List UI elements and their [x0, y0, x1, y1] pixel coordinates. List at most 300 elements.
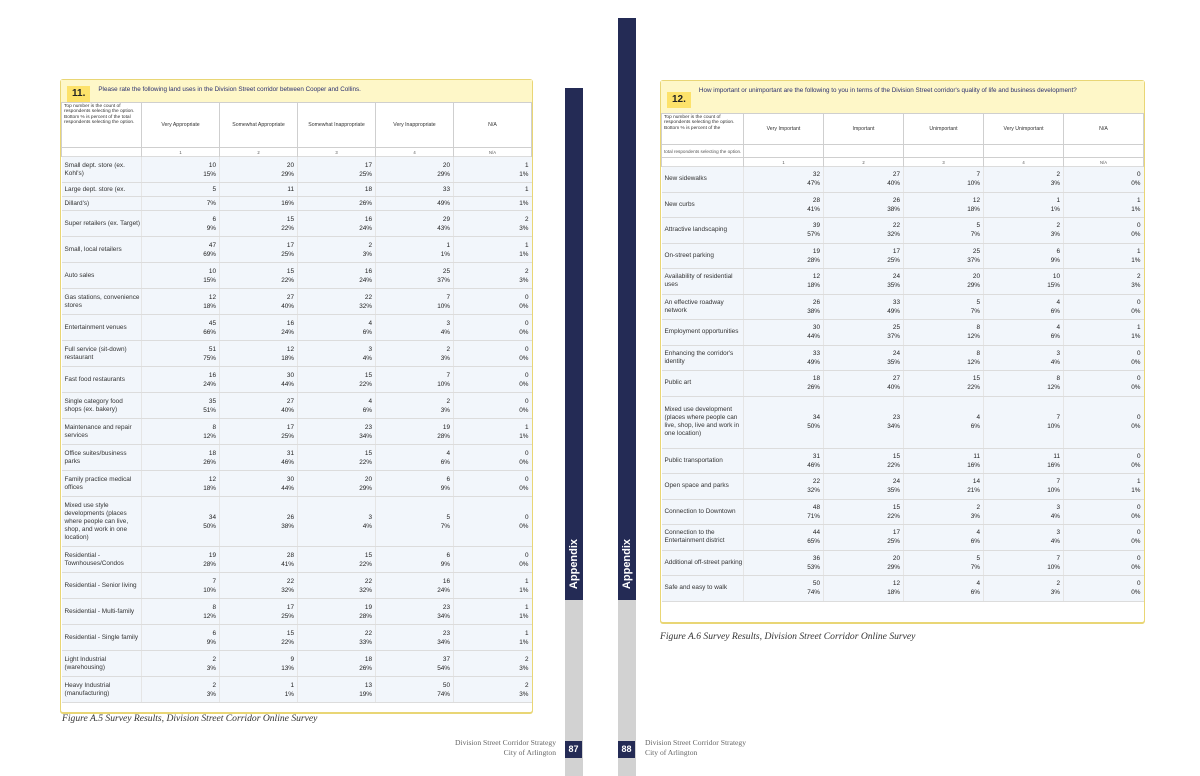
- response-percent: 49%: [887, 307, 900, 315]
- response-count: 26: [892, 196, 900, 204]
- response-count: 7: [976, 171, 980, 179]
- response-count: 18: [208, 449, 216, 457]
- response-percent: 0%: [519, 328, 529, 336]
- response-count: 27: [286, 293, 294, 301]
- response-percent: 22%: [359, 458, 372, 466]
- response-percent: 65%: [807, 538, 820, 546]
- response-count: 18: [364, 655, 372, 663]
- response-percent: 1%: [519, 586, 529, 594]
- response-percent: 1%: [519, 638, 529, 646]
- response-count: 16: [364, 215, 372, 223]
- response-count: 0: [524, 551, 529, 559]
- column-code: 3: [904, 158, 984, 167]
- table-row: [662, 499, 1144, 525]
- row-label: Small, local retailers: [62, 237, 142, 263]
- response-percent: 19%: [359, 690, 372, 698]
- response-count: 36: [812, 554, 820, 562]
- response-count: 17: [286, 241, 294, 249]
- response-count: 0: [1136, 529, 1141, 537]
- response-count: 4: [1056, 324, 1060, 332]
- response-count: 10: [208, 161, 216, 169]
- response-percent: 1%: [284, 690, 294, 698]
- response-percent: 57%: [807, 231, 820, 239]
- row-label: Heavy Industrial (manufacturing): [62, 677, 142, 703]
- response-count: 0: [524, 345, 529, 353]
- response-count: 16: [286, 319, 294, 327]
- response-count: 0: [1136, 580, 1141, 588]
- response-percent: 40%: [887, 180, 900, 188]
- response-count: 17: [286, 603, 294, 611]
- row-label: Gas stations, convenience stores: [62, 289, 142, 315]
- table-row: [62, 547, 532, 573]
- row-label: Availability of residential uses: [662, 269, 744, 295]
- response-percent: 3%: [206, 664, 216, 672]
- response-count: 3: [446, 319, 450, 327]
- row-label: Large dept. store (ex.: [62, 183, 142, 197]
- response-count: 15: [364, 551, 372, 559]
- response-count: 7: [1056, 554, 1060, 562]
- response-count: 2: [368, 241, 372, 249]
- response-percent: 32%: [359, 302, 372, 310]
- footer-title: Division Street Corridor Strategy: [645, 738, 747, 747]
- column-code: N/A: [454, 148, 532, 157]
- response-count: 2: [1056, 580, 1060, 588]
- response-count: 0: [1136, 171, 1141, 179]
- response-count: 8: [976, 349, 980, 357]
- response-count: 50: [812, 580, 820, 588]
- response-percent: 44%: [281, 380, 294, 388]
- response-count: 1: [1136, 247, 1141, 255]
- response-count: 15: [892, 503, 900, 511]
- question-number: 11.: [67, 86, 90, 102]
- response-percent: 29%: [887, 563, 900, 571]
- response-percent: 0%: [519, 560, 529, 568]
- appendix-label: Appendix: [621, 538, 633, 590]
- response-percent: 10%: [1047, 487, 1060, 495]
- response-percent: 71%: [807, 512, 820, 520]
- table-row: [662, 320, 1144, 346]
- response-percent: 0%: [519, 484, 529, 492]
- footer-subtitle: City of Arlington: [503, 748, 556, 757]
- response-count: 5: [976, 554, 980, 562]
- response-count: 15: [364, 371, 372, 379]
- response-count: 0: [1136, 414, 1141, 421]
- response-percent: 24%: [359, 276, 372, 284]
- response-count: 4: [446, 449, 450, 457]
- response-count: 12: [286, 345, 294, 353]
- response-percent: 12%: [203, 432, 216, 440]
- response-percent: 0%: [1131, 589, 1141, 597]
- response-count: 12: [892, 580, 900, 588]
- row-label: Residential - Townhouses/Condos: [62, 547, 142, 573]
- response-count: 1: [524, 603, 529, 611]
- response-percent: 9%: [1050, 256, 1060, 264]
- response-percent: 0%: [519, 302, 529, 310]
- response-percent: 0%: [1131, 231, 1141, 239]
- row-label: New curbs: [662, 192, 744, 218]
- response-count: 8: [1056, 375, 1060, 383]
- row-label: Office suites/business parks: [62, 445, 142, 471]
- response-percent: 37%: [967, 256, 980, 264]
- column-code: N/A: [1064, 158, 1144, 167]
- response-percent: 1%: [1131, 333, 1141, 341]
- response-count: 39: [812, 222, 820, 230]
- response-count: 11: [287, 186, 294, 193]
- response-count: 15: [286, 629, 294, 637]
- response-percent: 18%: [281, 354, 294, 362]
- response-count: 0: [524, 293, 529, 301]
- response-count: 2: [446, 345, 450, 353]
- response-percent: 35%: [887, 487, 900, 495]
- response-percent: 38%: [887, 205, 900, 213]
- row-label: Mixed use style developments (places where people can live, shop, and work in one location): [62, 497, 142, 547]
- response-percent: 26%: [359, 664, 372, 672]
- response-percent: 22%: [967, 384, 980, 392]
- row-label: Safe and easy to walk: [662, 576, 744, 602]
- response-count: 27: [892, 375, 900, 383]
- response-percent: 0%: [1131, 358, 1141, 366]
- response-percent: 0%: [1131, 307, 1141, 315]
- response-percent: 44%: [807, 333, 820, 341]
- response-percent: 37%: [437, 276, 450, 284]
- response-count: 50: [442, 681, 450, 689]
- response-count: 32: [812, 171, 820, 179]
- response-percent: 22%: [359, 560, 372, 568]
- response-count: 4: [976, 414, 980, 421]
- response-percent: 9%: [206, 224, 216, 232]
- response-percent: 46%: [281, 458, 294, 466]
- response-percent: 28%: [437, 432, 450, 440]
- response-count: 31: [286, 449, 294, 457]
- table-row: [662, 525, 1144, 551]
- table-row: [662, 396, 1144, 448]
- table-row: [62, 651, 532, 677]
- response-percent: 50%: [203, 522, 216, 530]
- response-count: 20: [972, 273, 980, 281]
- question-text: How important or unimportant are the following to you in terms of the Division Street corridor's quality of life and business development?: [698, 87, 1077, 94]
- row-label: Full service (sit-down) restaurant: [62, 341, 142, 367]
- response-count: 23: [442, 603, 450, 611]
- response-count: 48: [812, 503, 820, 511]
- response-count: 6: [212, 629, 216, 637]
- response-count: 2: [212, 681, 216, 689]
- response-count: 5: [976, 298, 980, 306]
- response-percent: 25%: [281, 432, 294, 440]
- response-percent: 44%: [281, 484, 294, 492]
- response-percent: 4%: [362, 522, 372, 530]
- response-percent: 4%: [1050, 358, 1060, 366]
- response-percent: 10%: [1047, 563, 1060, 571]
- response-count: 16: [208, 371, 216, 379]
- response-percent: 0%: [1131, 512, 1141, 520]
- row-label: Residential - Senior living: [62, 573, 142, 599]
- column-code: 1: [142, 148, 220, 157]
- column-code: 2: [824, 158, 904, 167]
- table-row: [662, 550, 1144, 576]
- header-note: Top number is the count of respondents selecting the option. Bottom % is percent of the: [662, 114, 744, 145]
- column-code: 4: [984, 158, 1064, 167]
- response-count: 16: [442, 577, 450, 585]
- response-count: 34: [812, 414, 820, 421]
- response-percent: 0%: [1131, 563, 1141, 571]
- response-count: 0: [524, 449, 529, 457]
- response-count: 1: [1056, 196, 1060, 204]
- response-count: 20: [442, 161, 450, 169]
- row-label: Connection to Downtown: [662, 499, 744, 525]
- response-percent: 1%: [1131, 205, 1141, 213]
- response-count: 2: [524, 681, 529, 689]
- row-label: Auto sales: [62, 263, 142, 289]
- response-percent: 9%: [206, 638, 216, 646]
- response-percent: 3%: [970, 512, 980, 520]
- response-count: 7: [1056, 478, 1060, 486]
- table-row: [62, 599, 532, 625]
- figure-caption: Figure A.5 Survey Results, Division Street Corridor Online Survey: [62, 713, 318, 724]
- table-row: [662, 192, 1144, 218]
- response-percent: 46%: [807, 461, 820, 469]
- response-count: 33: [892, 298, 900, 306]
- row-label: Employment opportunities: [662, 320, 744, 346]
- response-percent: 26%: [203, 458, 216, 466]
- response-percent: 18%: [203, 302, 216, 310]
- response-count: 9: [290, 655, 294, 663]
- row-label: Light Industrial (warehousing): [62, 651, 142, 677]
- response-count: 14: [972, 478, 980, 486]
- response-count: 0: [1136, 503, 1141, 511]
- response-count: 4: [368, 319, 372, 327]
- table-row: [62, 341, 532, 367]
- response-percent: 22%: [359, 380, 372, 388]
- response-percent: 34%: [437, 638, 450, 646]
- response-percent: 3%: [519, 690, 529, 698]
- response-percent: 1%: [440, 250, 450, 258]
- results-table: [61, 102, 532, 703]
- row-label: Attractive landscaping: [662, 218, 744, 244]
- response-percent: 3%: [362, 250, 372, 258]
- response-count: 1: [524, 186, 529, 193]
- table-row: [662, 576, 1144, 602]
- response-count: 3: [368, 345, 372, 353]
- question-header: [61, 80, 532, 102]
- response-count: 51: [208, 345, 216, 353]
- response-percent: 32%: [281, 586, 294, 594]
- response-percent: 10%: [1047, 423, 1060, 430]
- response-percent: 15%: [203, 276, 216, 284]
- response-count: 5: [212, 186, 216, 193]
- response-count: 1: [446, 241, 450, 249]
- response-percent: 4%: [362, 354, 372, 362]
- response-count: 22: [812, 478, 820, 486]
- row-label: An effective roadway network: [662, 294, 744, 320]
- response-count: 11: [1053, 452, 1060, 460]
- response-count: 20: [892, 554, 900, 562]
- response-count: 15: [972, 375, 980, 383]
- response-percent: 74%: [807, 589, 820, 597]
- response-percent: 0%: [519, 380, 529, 388]
- response-percent: 15%: [1047, 282, 1060, 290]
- response-percent: 0%: [519, 458, 529, 466]
- response-count: 23: [442, 629, 450, 637]
- response-percent: 1%: [1131, 487, 1141, 495]
- page-footer: [645, 738, 746, 758]
- response-count: 26%: [359, 200, 372, 207]
- response-count: 12: [812, 273, 820, 281]
- response-percent: 0%: [1131, 384, 1141, 392]
- response-percent: 12%: [203, 612, 216, 620]
- response-percent: 6%: [362, 328, 372, 336]
- response-count: 13: [364, 681, 372, 689]
- response-percent: 24%: [203, 380, 216, 388]
- response-percent: 37%: [887, 333, 900, 341]
- table-row: [62, 289, 532, 315]
- response-percent: 28%: [203, 560, 216, 568]
- response-percent: 0%: [1131, 180, 1141, 188]
- response-count: 1: [524, 629, 529, 637]
- table-row: [62, 419, 532, 445]
- response-percent: 3%: [519, 224, 529, 232]
- column-code: 2: [220, 148, 298, 157]
- response-count: 27: [286, 397, 294, 405]
- response-count: 25: [442, 267, 450, 275]
- response-percent: 34%: [437, 612, 450, 620]
- row-label: Enhancing the corridor's identity: [662, 345, 744, 371]
- response-percent: 28%: [807, 256, 820, 264]
- response-count: 0: [524, 397, 529, 405]
- figure-caption: Figure A.6 Survey Results, Division Street Corridor Online Survey: [660, 631, 916, 642]
- response-count: 17: [892, 529, 900, 537]
- response-count: 1: [524, 241, 529, 249]
- question-header: [661, 81, 1144, 113]
- response-count: 1: [524, 161, 529, 169]
- response-percent: 24%: [359, 224, 372, 232]
- response-count: 30: [812, 324, 820, 332]
- response-count: 10: [208, 267, 216, 275]
- response-count: 23: [364, 423, 372, 431]
- table-row: [62, 393, 532, 419]
- response-percent: 41%: [807, 205, 820, 213]
- response-count: 2: [524, 267, 529, 275]
- response-count: 3: [1056, 529, 1060, 537]
- response-count: 31: [812, 452, 820, 460]
- response-count: 7: [446, 293, 450, 301]
- response-percent: 40%: [887, 384, 900, 392]
- response-percent: 51%: [203, 406, 216, 414]
- table-row: [62, 263, 532, 289]
- response-count: 17: [286, 423, 294, 431]
- response-percent: 18%: [967, 205, 980, 213]
- column-code: 4: [376, 148, 454, 157]
- table-row: [62, 625, 532, 651]
- response-count: 7: [212, 577, 216, 585]
- response-count: 10: [1052, 273, 1060, 281]
- response-percent: 18%: [203, 484, 216, 492]
- response-percent: 4%: [1050, 512, 1060, 520]
- response-percent: 34%: [359, 432, 372, 440]
- response-count: 5: [446, 513, 450, 521]
- response-percent: 3%: [440, 354, 450, 362]
- response-percent: 6%: [440, 458, 450, 466]
- response-percent: 10%: [203, 586, 216, 594]
- response-count: 12: [208, 293, 216, 301]
- response-count: 1: [290, 681, 294, 689]
- response-count: 1: [524, 577, 529, 585]
- response-percent: 25%: [281, 612, 294, 620]
- table-row: [662, 218, 1144, 244]
- response-count: 19: [812, 247, 820, 255]
- survey-table-question-11: [60, 79, 533, 713]
- column-code: 3: [298, 148, 376, 157]
- response-percent: 7%: [970, 563, 980, 571]
- table-row: [62, 237, 532, 263]
- response-percent: 41%: [281, 560, 294, 568]
- response-percent: 4%: [1050, 538, 1060, 546]
- response-percent: 0%: [519, 354, 529, 362]
- response-count: 17: [892, 247, 900, 255]
- response-count: 1: [1136, 196, 1141, 204]
- response-percent: 0%: [1131, 461, 1141, 469]
- response-percent: 22%: [281, 276, 294, 284]
- appendix-tab: [618, 18, 636, 776]
- row-label: Maintenance and repair services: [62, 419, 142, 445]
- response-count: 2: [1056, 222, 1060, 230]
- row-label: Additional off-street parking: [662, 550, 744, 576]
- response-percent: 1%: [1131, 256, 1141, 264]
- response-percent: 35%: [887, 282, 900, 290]
- table-row: [662, 243, 1144, 269]
- response-percent: 29%: [437, 170, 450, 178]
- response-percent: 6%: [362, 406, 372, 414]
- response-count: 0: [524, 319, 529, 327]
- response-count: 8: [212, 423, 216, 431]
- row-label: On-street parking: [662, 243, 744, 269]
- column-header: Somewhat Inappropriate: [298, 103, 376, 148]
- response-percent: 10%: [437, 380, 450, 388]
- results-table: [661, 113, 1144, 602]
- response-count: 7: [446, 371, 450, 379]
- response-count: 6: [212, 215, 216, 223]
- response-percent: 21%: [967, 487, 980, 495]
- response-percent: 22%: [887, 461, 900, 469]
- response-percent: 24%: [437, 586, 450, 594]
- table-row: [662, 448, 1144, 474]
- response-percent: 1%: [519, 612, 529, 620]
- response-count: 0: [524, 371, 529, 379]
- appendix-tab: [565, 88, 583, 776]
- response-count: 0: [1136, 298, 1141, 306]
- row-label: Fast food restaurants: [62, 367, 142, 393]
- response-count: 20: [286, 161, 294, 169]
- response-count: 4: [1056, 298, 1060, 306]
- response-percent: 3%: [206, 690, 216, 698]
- response-percent: 25%: [887, 538, 900, 546]
- response-count: 12: [972, 196, 980, 204]
- response-count: 7%: [206, 200, 216, 207]
- response-percent: 0%: [1131, 423, 1141, 430]
- response-percent: 53%: [807, 563, 820, 571]
- response-count: 22: [364, 577, 372, 585]
- row-label: Residential - Multi-family: [62, 599, 142, 625]
- response-count: 22: [364, 293, 372, 301]
- response-count: 19: [442, 423, 450, 431]
- response-count: 28: [286, 551, 294, 559]
- response-percent: 12%: [1047, 384, 1060, 392]
- header-note: Top number is the count of respondents selecting the option. Bottom % is percent of the total respondents selecting the option.: [62, 103, 142, 148]
- response-count: 8: [976, 324, 980, 332]
- response-count: 6: [1056, 247, 1060, 255]
- response-percent: 7%: [440, 522, 450, 530]
- response-percent: 6%: [970, 538, 980, 546]
- column-header: Very Important: [744, 114, 824, 145]
